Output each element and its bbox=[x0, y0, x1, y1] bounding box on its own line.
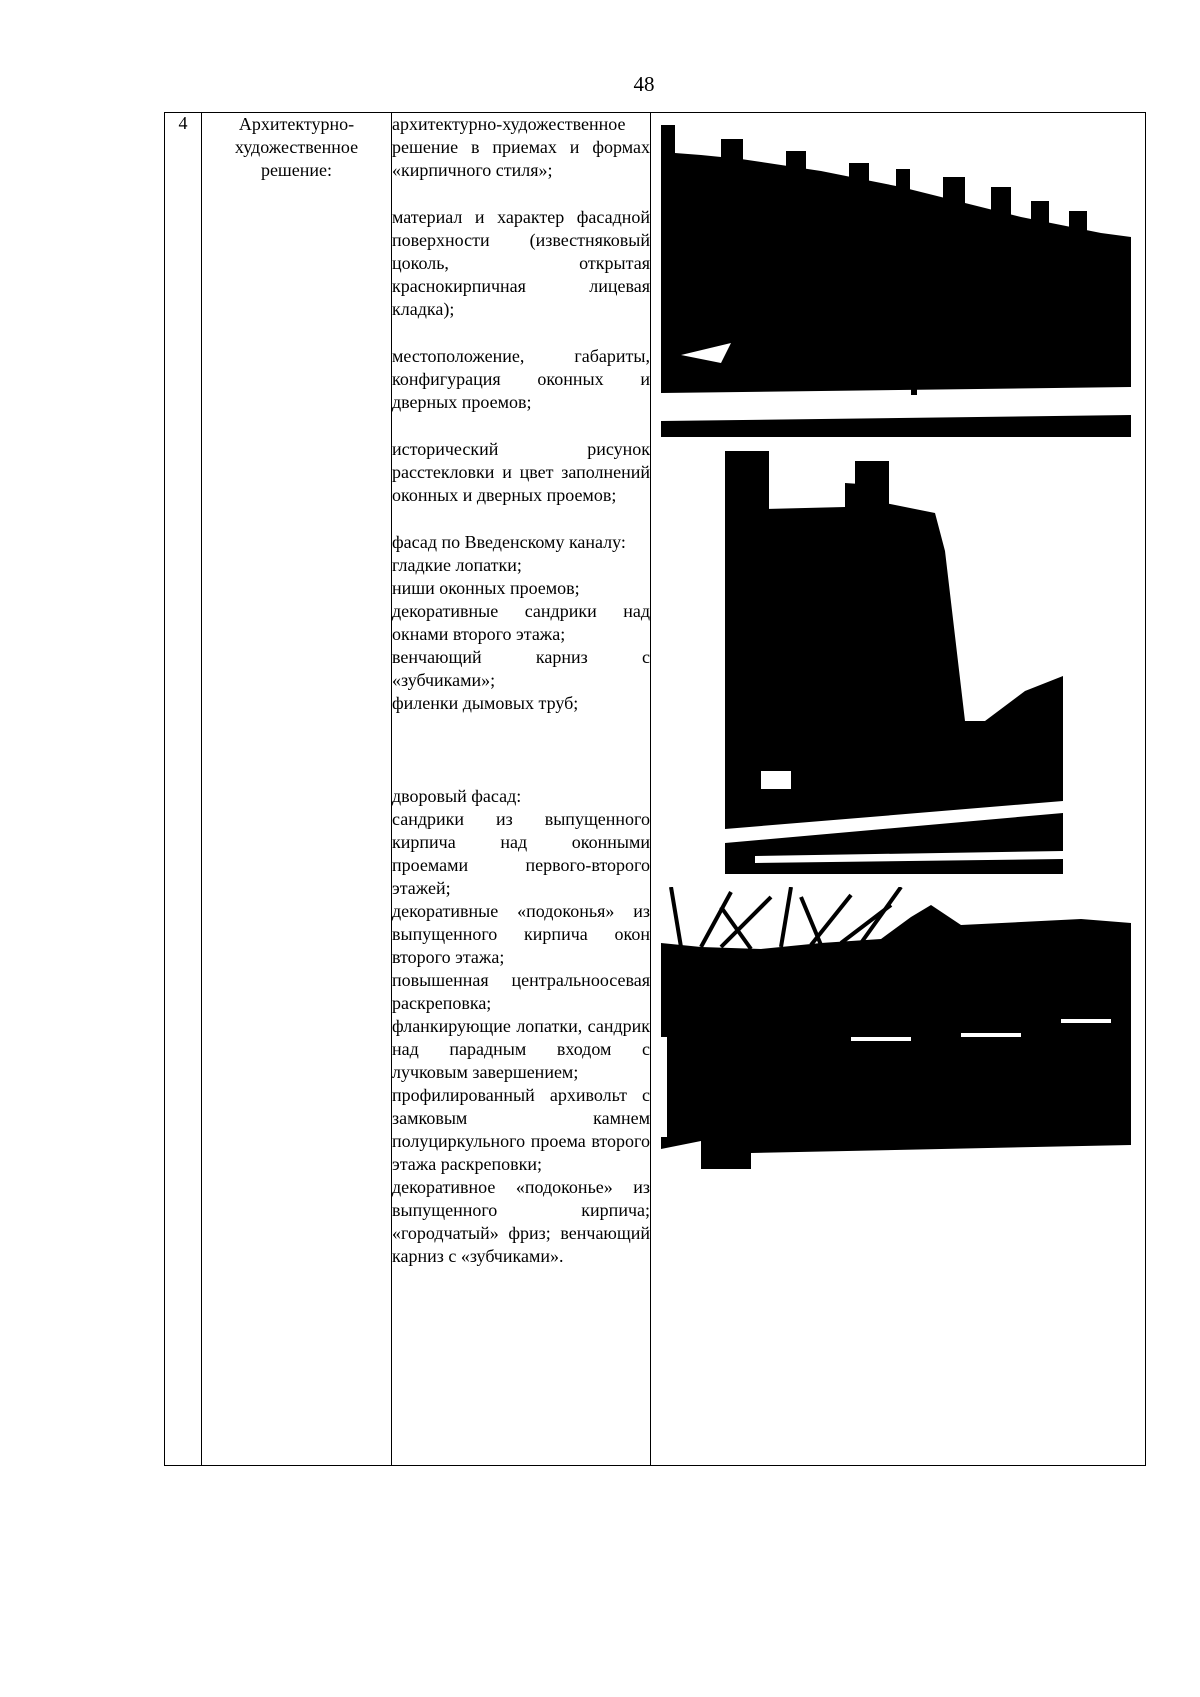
photo-facade-canal-panorama bbox=[661, 125, 1131, 437]
building-photo-icon bbox=[661, 125, 1131, 437]
photos-column bbox=[651, 113, 1146, 1466]
photo-facade-side-chimneys bbox=[725, 451, 1063, 874]
building-photo-icon bbox=[661, 887, 1131, 1169]
object-features-table bbox=[164, 112, 1146, 1466]
description-item: фасад по Введенскому каналу: гладкие лопатки; ниши оконных проемов; декоративные сандрики над окнами второго этажа; венчающий карниз с «зубчиками»; филенки дымовых труб; bbox=[392, 532, 650, 713]
description-item: материал и характер фасадной поверхности (известняковый цоколь, открытая краснокирпичная лицевая кладка); bbox=[392, 207, 650, 319]
description-item: исторический рисунок расстекловки и цвет заполнений оконных и дверных проемов; bbox=[392, 439, 650, 505]
row-number: 4 bbox=[165, 113, 202, 1466]
description-item: архитектурно-художественное решение в приемах и формах «кирпичного стиля»; bbox=[392, 114, 650, 180]
description-item: местоположение, габариты, конфигурация оконных и дверных проемов; bbox=[392, 346, 650, 412]
building-photo-icon bbox=[725, 451, 1063, 874]
page-number: 48 bbox=[633, 72, 655, 96]
description-item: дворовый фасад: сандрики из выпущенного кирпича над оконными проемами первого-второго этажей; декоративные «подоконья» из выпущенного кирпича окон второго этажа; повышенная центральноосевая раскреповка; фланкирующие лопатки, сандрик над парадным входом с лучковым завершением; профилированный архивольт с замковым камнем полуциркульного проема второго этажа раскреповки; декоративное «подоконье» из выпущенного кирпича; «городчатый» фриз; венчающий карниз с «зубчиками». bbox=[392, 786, 650, 1266]
feature-category: Архитектурно-художественное решение: bbox=[202, 113, 392, 1466]
photo-courtyard-facade-trees bbox=[661, 887, 1131, 1169]
feature-description bbox=[392, 113, 651, 1466]
table-row bbox=[165, 113, 1146, 1466]
